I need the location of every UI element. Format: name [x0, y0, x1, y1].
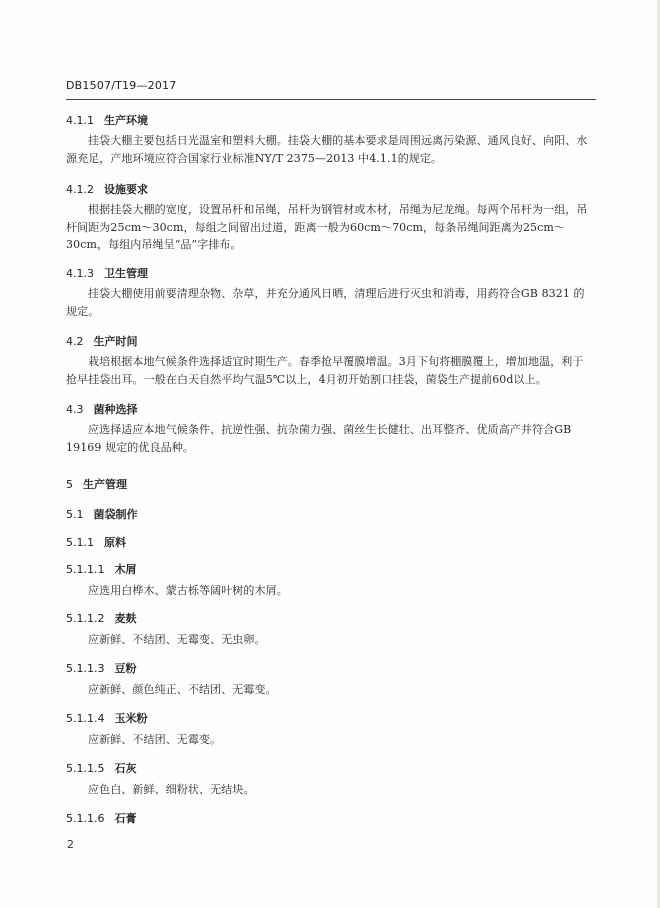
heading-4-1-2 — [66, 181, 148, 197]
heading-title: 原料 — [104, 536, 126, 549]
heading-title: 设施要求 — [104, 183, 148, 196]
heading-title: 麦麸 — [114, 612, 137, 625]
heading-5-1 — [66, 506, 138, 522]
heading-title: 木屑 — [114, 563, 137, 576]
paragraph: 应选择适应本地气候条件、抗逆性强、抗杂菌力强、菌丝生长健壮、出耳整齐、优质高产并符合GB 19169 规定的优良品种。 — [66, 423, 572, 454]
paragraph: 挂袋大棚使用前要清理杂物、杂草，并充分通风日晒，清理后进行灭虫和消毒，用药符合GB 8321 的规定。 — [66, 287, 585, 318]
heading-title: 玉米粉 — [114, 712, 148, 725]
heading-number: 5.1 — [66, 508, 84, 521]
heading-number: 5.1.1.3 — [66, 662, 105, 675]
heading-5 — [66, 476, 127, 492]
heading-title: 石灰 — [114, 762, 137, 775]
heading-number: 4.1.3 — [66, 267, 94, 280]
heading-number: 5 — [66, 478, 73, 491]
paragraph: 挂袋大棚主要包括日光温室和塑料大棚。挂袋大棚的基本要求是周围远离污染源、通风良好、向阳、水源充足，产地环境应符合国家行业标准NY/T 2375—2013 中4.1.1的规定。 — [66, 134, 588, 165]
paragraph: 应新鲜、不结团、无霉变、无虫卵。 — [88, 633, 266, 646]
heading-title: 石膏 — [114, 812, 137, 825]
heading-number: 4.2 — [66, 335, 84, 348]
heading-title: 生产管理 — [83, 478, 127, 491]
heading-5-1-1-6 — [66, 810, 136, 826]
heading-5-1-1-1 — [66, 561, 136, 577]
heading-number: 4.1.2 — [66, 183, 94, 196]
heading-number: 5.1.1.1 — [66, 563, 105, 576]
paragraph: 根据挂袋大棚的宽度，设置吊杆和吊绳，吊杆为钢管材或木材，吊绳为尼龙绳。每两个吊杆为一组，吊杆间距为25cm～30cm，每组之间留出过道，距离一般为60cm～70cm，每条吊绳间距离为25cm～30cm，每组内吊绳呈“品”字排布。 — [66, 203, 588, 251]
heading-5-1-1-4 — [66, 710, 147, 726]
heading-number: 5.1.1.6 — [66, 812, 105, 825]
heading-4-1-3 — [66, 265, 148, 281]
heading-number: 5.1.1 — [66, 536, 94, 549]
heading-title: 菌袋制作 — [93, 508, 138, 521]
paragraph: 应选用白桦木、蒙古栎等阔叶树的木屑。 — [88, 584, 288, 597]
heading-4-2 — [66, 333, 138, 349]
heading-5-1-1-5 — [66, 760, 136, 776]
heading-number: 4.3 — [66, 403, 84, 416]
page-number: 2 — [67, 838, 74, 851]
heading-5-1-1-3 — [66, 660, 136, 676]
heading-title: 生产时间 — [93, 335, 138, 348]
heading-5-1-1-2 — [66, 610, 136, 626]
doc-header-id: DB1507/T19—2017 — [66, 79, 177, 92]
paragraph: 应新鲜、颜色纯正、不结团、无霉变。 — [88, 683, 277, 696]
heading-title: 卫生管理 — [104, 267, 148, 280]
paragraph: 栽培根据本地气候条件选择适宜时期生产。春季抢早覆膜增温。3月下旬将棚膜覆上，增加地温，利于抢早挂袋出耳。一般在白天自然平均气温5℃以上，4月初开始割口挂袋，菌袋生产提前60d以上。 — [66, 355, 584, 386]
heading-number: 4.1.1 — [66, 114, 94, 127]
paragraph: 应色白、新鲜、细粉状、无结块。 — [88, 783, 255, 796]
heading-number: 5.1.1.5 — [66, 762, 105, 775]
heading-number: 5.1.1.4 — [66, 712, 105, 725]
heading-title: 菌种选择 — [93, 403, 138, 416]
paragraph: 应新鲜、不结团、无霉变。 — [88, 733, 222, 746]
heading-title: 豆粉 — [114, 662, 137, 675]
heading-number: 5.1.1.2 — [66, 612, 105, 625]
heading-title: 生产环境 — [104, 114, 148, 127]
heading-4-3 — [66, 401, 138, 417]
heading-5-1-1 — [66, 534, 126, 550]
header-rule — [66, 99, 596, 100]
heading-4-1-1 — [66, 112, 148, 128]
